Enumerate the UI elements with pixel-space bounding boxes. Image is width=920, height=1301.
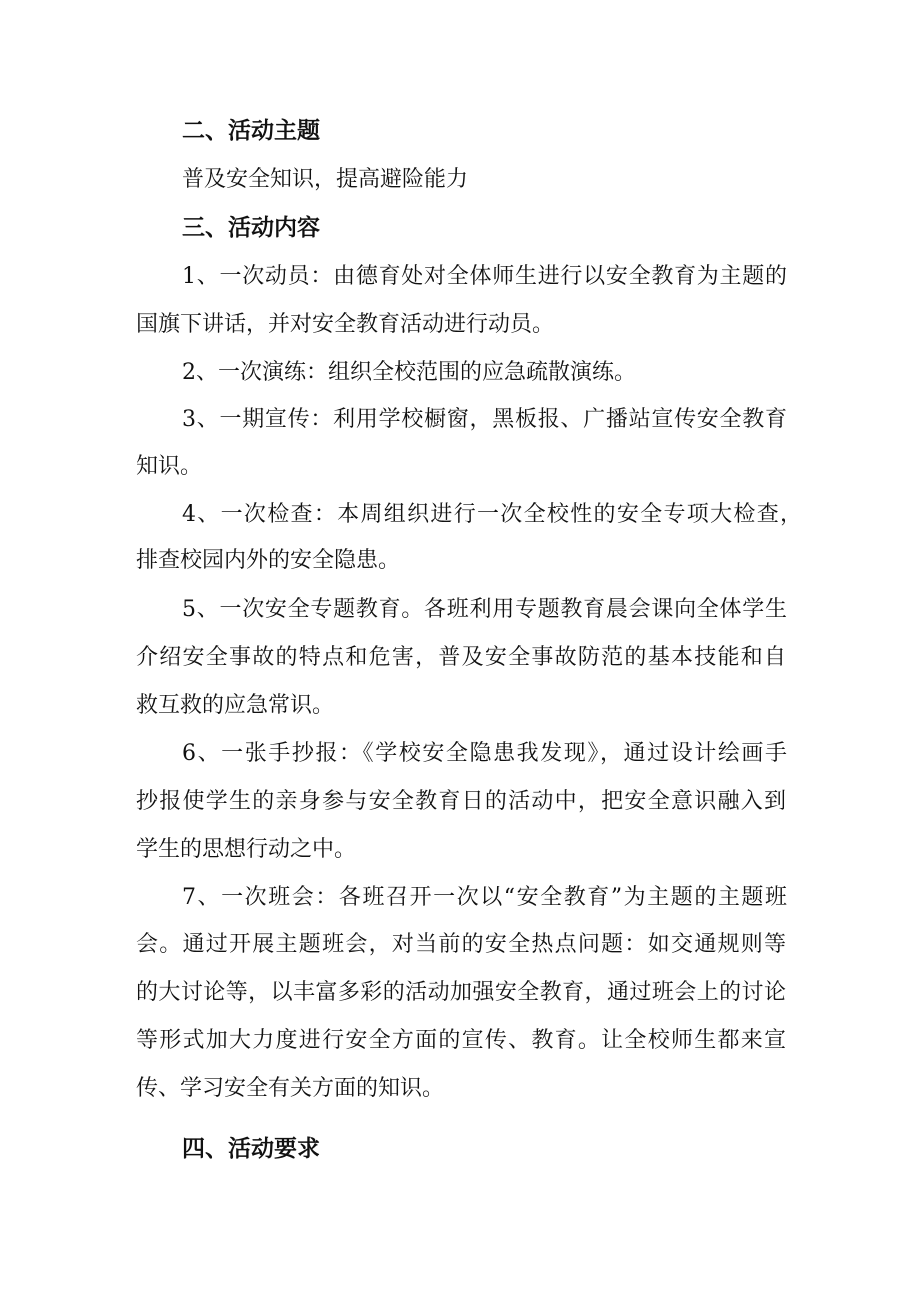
item-6-line-2: 抄报使学生的亲身参与安全教育日的活动中，把安全意识融入到 <box>136 789 786 814</box>
item-7-line-2: 会。通过开展主题班会，对当前的安全热点问题：如交通规则等 <box>136 932 786 957</box>
item-5-line-2: 介绍安全事故的特点和危害，普及安全事故防范的基本技能和自 <box>136 645 786 670</box>
item-1-line-1: 1、一次动员：由德育处对全体师生进行以安全教育为主题的 <box>182 264 787 289</box>
item-3-line-2: 知识。 <box>136 454 203 479</box>
item-4-line-1: 4、一次检查：本周组织进行一次全校性的安全专项大检查， <box>182 502 802 527</box>
item-3-line-1: 3、一期宣传：利用学校橱窗，黑板报、广播站宣传安全教育 <box>182 407 787 432</box>
section-heading-content: 三、活动内容 <box>182 215 320 241</box>
item-1-line-2: 国旗下讲话，并对安全教育活动进行动员。 <box>136 312 555 337</box>
theme-text: 普及安全知识，提高避险能力 <box>182 167 469 192</box>
section-heading-requirements: 四、活动要求 <box>182 1136 320 1162</box>
item-5-line-3: 救互救的应急常识。 <box>136 693 335 718</box>
section-heading-theme: 二、活动主题 <box>182 118 320 144</box>
item-6-line-1: 6、一张手抄报：《学校安全隐患我发现》，通过设计绘画手 <box>182 741 787 766</box>
item-7-line-1: 7、一次班会：各班召开一次以“安全教育”为主题的主题班 <box>182 885 787 910</box>
item-7-line-4: 等形式加大力度进行安全方面的宣传、教育。让全校师生都来宣 <box>136 1028 786 1053</box>
item-5-line-1: 5、一次安全专题教育。各班利用专题教育晨会课向全体学生 <box>182 597 787 622</box>
item-7-line-3: 的大讨论等，以丰富多彩的活动加强安全教育，通过班会上的讨论 <box>136 980 786 1005</box>
item-2-line-1: 2、一次演练：组织全校范围的应急疏散演练。 <box>182 360 636 385</box>
item-4-line-2: 排查校园内外的安全隐患。 <box>136 548 401 573</box>
item-7-line-5: 传、学习安全有关方面的知识。 <box>136 1076 445 1101</box>
item-6-line-3: 学生的思想行动之中。 <box>136 837 357 862</box>
